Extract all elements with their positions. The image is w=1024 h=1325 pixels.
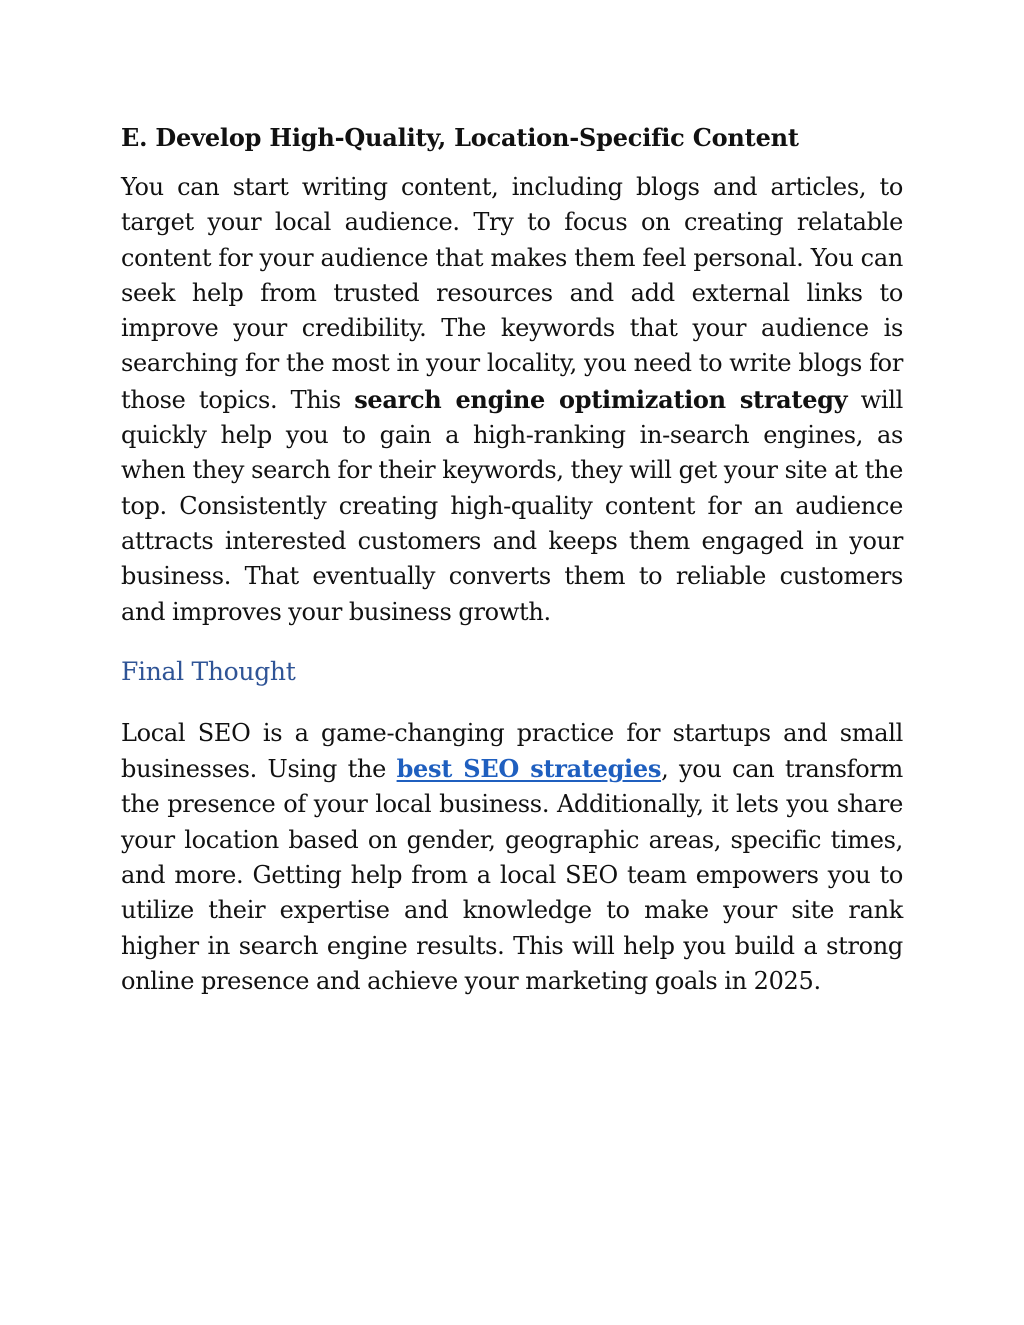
final-text-start: Local SEO is a game-changing practice for startups and small businesses. Using the: [121, 718, 903, 784]
bold-keyword-phrase: search engine optimization strategy: [354, 384, 848, 414]
section-heading: E. Develop High-Quality, Location-Specific Content: [121, 123, 799, 152]
best-seo-strategies-link[interactable]: best SEO strategies: [396, 754, 662, 784]
final-thought-heading: Final Thought: [121, 656, 296, 686]
final-thought-paragraph: [121, 716, 903, 999]
content-paragraph: [121, 170, 903, 630]
document-page: [121, 118, 903, 999]
paragraph-text-start: You can start writing content, including blogs and articles, to target your local audience. Try to focus on creating relatable content for your audience that makes them feel personal. You can seek help from trusted resources and add external links to improve your credibility. The keywords that your audience is searching for the most in your locality, you need to write blogs for those topics. This: [121, 173, 903, 414]
paragraph-text-end: will quickly help you to gain a high-ranking in-search engines, as when they search for their keywords, they will get your site at the top. Consistently creating high-quality content for an audience attracts interested customers and keeps them engaged in your business. That eventually converts them to reliable customers and improves your business growth.: [121, 385, 903, 626]
final-text-end: , you can transform the presence of your local business. Additionally, it lets you share your location based on gender, geographic areas, specific times, and more. Getting help from a local SEO team empowers you to utilize their expertise and knowledge to make your site rank higher in search engine results. This will help you build a strong online presence and achieve your marketing goals in 2025.: [121, 755, 903, 995]
